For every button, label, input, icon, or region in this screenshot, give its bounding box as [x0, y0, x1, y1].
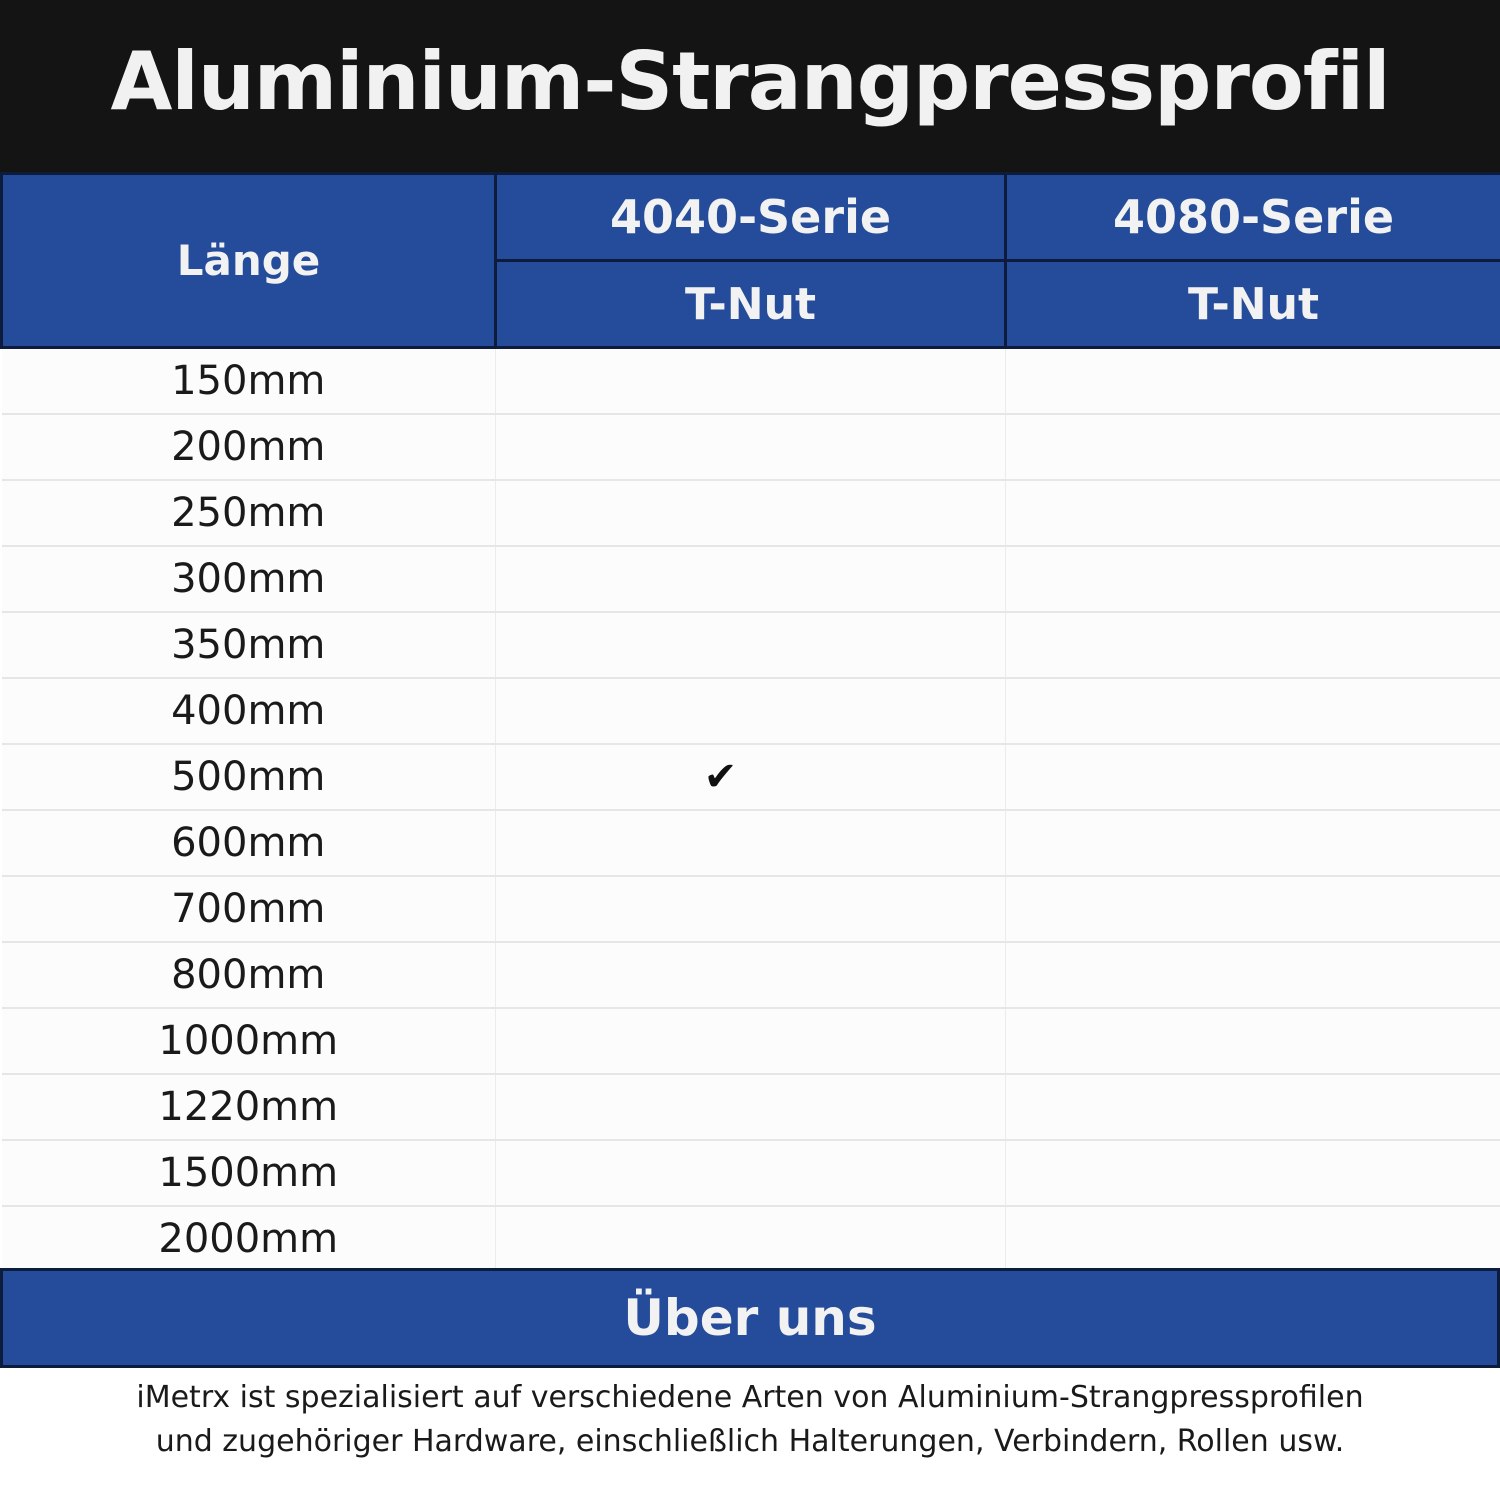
series-4080-cell: [1006, 810, 1500, 876]
series-4040-cell: [496, 1140, 1006, 1206]
series-4080-cell: [1006, 414, 1500, 480]
series-4040-header: 4040-Serie: [496, 174, 1006, 261]
table-row: [2, 1074, 1500, 1140]
series-4040-cell: [496, 1008, 1006, 1074]
series-4040-cell: [496, 612, 1006, 678]
length-cell: 1000mm: [2, 1008, 496, 1074]
checkmark-icon: ✔: [703, 754, 738, 800]
series-4080-cell: [1006, 876, 1500, 942]
table-row: [2, 810, 1500, 876]
table-row: [2, 1008, 1500, 1074]
series-4040-cell: [496, 414, 1006, 480]
series-4040-cell: [496, 744, 1006, 810]
series-4080-cell: [1006, 480, 1500, 546]
series-4040-cell: [496, 1206, 1006, 1271]
length-cell: 500mm: [2, 744, 496, 810]
length-cell: 150mm: [2, 348, 496, 415]
series-4080-cell: [1006, 942, 1500, 1008]
length-cell: 2000mm: [2, 1206, 496, 1271]
length-cell: 1500mm: [2, 1140, 496, 1206]
series-4040-cell: [496, 546, 1006, 612]
series-4040-cell: [496, 810, 1006, 876]
about-header: [0, 1268, 1500, 1368]
title-bar: [0, 0, 1500, 172]
size-table: [0, 172, 1500, 1271]
length-cell: 700mm: [2, 876, 496, 942]
series-4040-cell: [496, 942, 1006, 1008]
table-row: [2, 612, 1500, 678]
length-cell: 300mm: [2, 546, 496, 612]
series-4080-cell: [1006, 678, 1500, 744]
length-cell: 800mm: [2, 942, 496, 1008]
series-4080-cell: [1006, 1008, 1500, 1074]
series-4040-cell: [496, 348, 1006, 415]
series-4080-cell: [1006, 348, 1500, 415]
series-4080-cell: [1006, 1206, 1500, 1271]
series-4080-header: 4080-Serie: [1006, 174, 1500, 261]
table-row: [2, 678, 1500, 744]
table-row: [2, 480, 1500, 546]
about-line-2: und zugehöriger Hardware, einschließlich Halterungen, Verbindern, Rollen usw.: [155, 1424, 1345, 1459]
table-row: [2, 876, 1500, 942]
series-4080-cell: [1006, 1074, 1500, 1140]
length-header: Länge: [2, 174, 496, 348]
length-cell: 600mm: [2, 810, 496, 876]
series-4080-cell: [1006, 744, 1500, 810]
series-4080-cell: [1006, 1140, 1500, 1206]
series-4080-cell: [1006, 612, 1500, 678]
table-row: [2, 1140, 1500, 1206]
table-row: [2, 1206, 1500, 1271]
length-cell: 200mm: [2, 414, 496, 480]
page-title: Aluminium-Strangpressprofil: [110, 34, 1390, 128]
series-4080-cell: [1006, 546, 1500, 612]
series-4040-slot-header: T-Nut: [496, 261, 1006, 348]
series-4040-cell: [496, 1074, 1006, 1140]
length-cell: 250mm: [2, 480, 496, 546]
about-line-1: iMetrx ist spezialisiert auf verschiedene Arten von Aluminium-Strangpressprofilen: [136, 1380, 1364, 1415]
series-4080-slot-header: T-Nut: [1006, 261, 1500, 348]
table-row: [2, 942, 1500, 1008]
series-4040-cell: [496, 876, 1006, 942]
length-cell: 350mm: [2, 612, 496, 678]
series-4040-cell: [496, 480, 1006, 546]
table-row: [2, 414, 1500, 480]
about-title: Über uns: [623, 1289, 877, 1347]
length-cell: 1220mm: [2, 1074, 496, 1140]
about-text: [0, 1366, 1500, 1464]
table-row: [2, 348, 1500, 415]
length-cell: 400mm: [2, 678, 496, 744]
table-body: [2, 348, 1500, 1272]
series-4040-cell: [496, 678, 1006, 744]
table-row: [2, 744, 1500, 810]
table-row: [2, 546, 1500, 612]
